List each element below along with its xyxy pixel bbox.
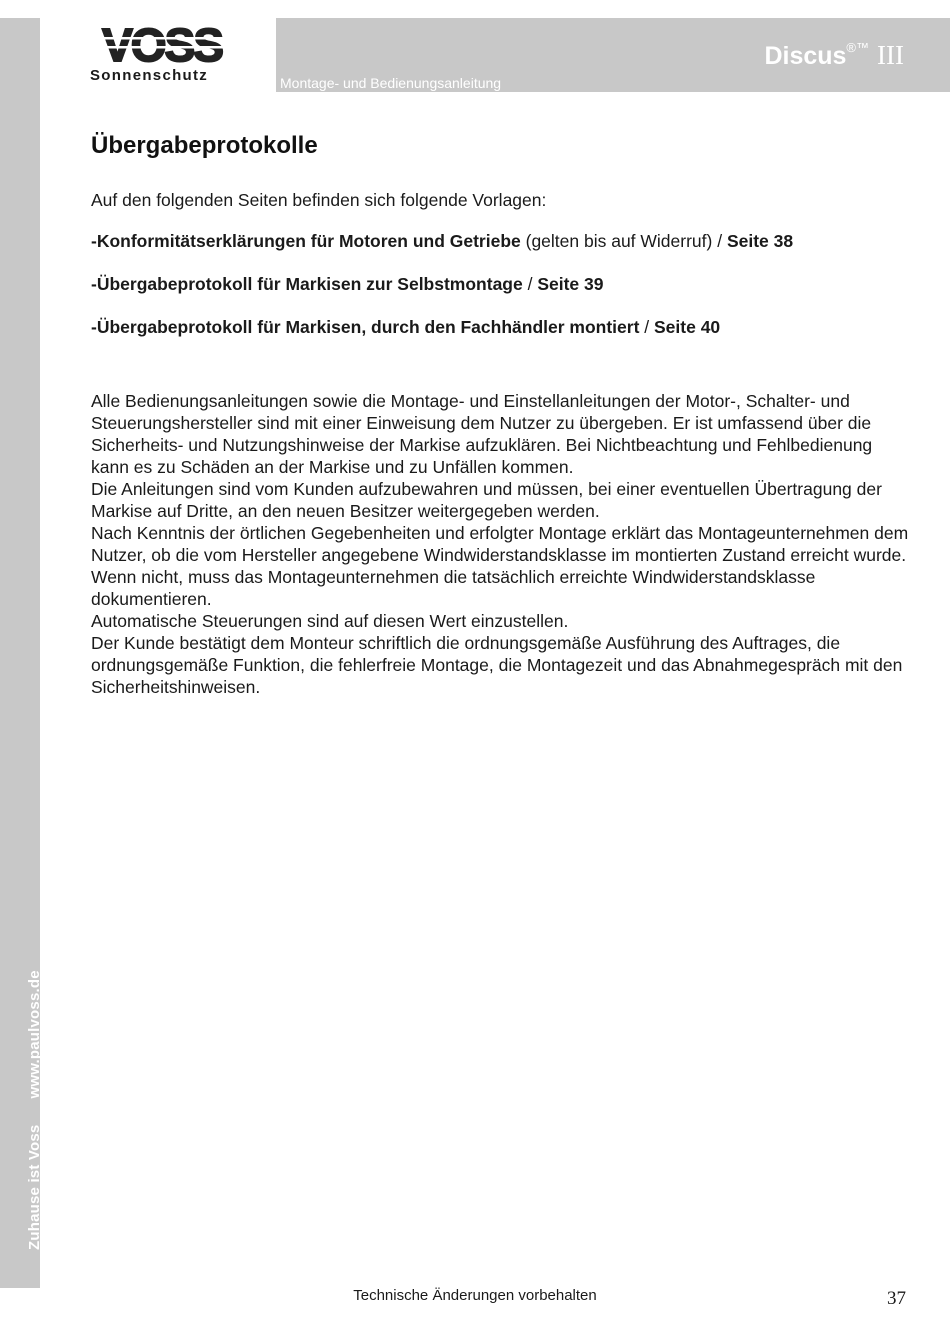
template-item	[91, 317, 911, 338]
body-paragraph: Die Anleitungen sind vom Kunden aufzubewahren und müssen, bei einer eventuellen Übertragung der Markise auf Dritte, an den neuen Besitzer weitergegeben werden.	[91, 479, 882, 521]
product-marks: ®™	[846, 40, 870, 55]
voss-logo-mark	[62, 26, 262, 66]
body-paragraph: Nach Kenntnis der örtlichen Gegebenheiten und erfolgter Montage erklärt das Montageunternehmen dem Nutzer, ob die vom Hersteller angegebene Windwiderstandsklasse im montierten Zustand erreicht wurde. Wenn nicht, muss das Montageunternehmen die tatsächlich erreichte Windwiderstandsklasse dokumentieren.	[91, 523, 909, 609]
body-paragraph: Automatische Steuerungen sind auf diesen Wert einzustellen.	[91, 611, 569, 631]
sidebar-url: www.paulvoss.de	[26, 970, 43, 1099]
item-note: /	[639, 317, 654, 337]
intro-text: Auf den folgenden Seiten befinden sich folgende Vorlagen:	[91, 190, 547, 210]
product-number: III	[877, 40, 904, 70]
item-page: Seite 40	[654, 317, 721, 337]
voss-logo	[62, 26, 262, 88]
brand-subtitle: Sonnenschutz	[90, 67, 209, 84]
body-paragraph: Der Kunde bestätigt dem Monteur schriftlich die ordnungsgemäße Ausführung des Auftrages, die ordnungsgemäße Funktion, die fehlerfreie Montage, die Montagezeit und das Abnahmegespräch mit den Sicherheitshinweisen.	[91, 633, 903, 697]
item-note: (gelten bis auf Widerruf) /	[520, 231, 727, 251]
footer-note: Technische Änderungen vorbehalten	[353, 1287, 597, 1304]
template-item	[91, 231, 911, 252]
item-page: Seite 39	[537, 274, 604, 294]
body-paragraph: Alle Bedienungsanleitungen sowie die Montage- und Einstellanleitungen der Motor-, Schalter- und Steuerungshersteller sind mit einer Einweisung dem Nutzer zu übergeben. Er ist umfassend über die Sicherheits- und Nutzungshinweise der Markise aufzuklären. Bei Nichtbeachtung und Fehlbedienung kann es zu Schäden an der Markise und zu Unfällen kommen.	[91, 391, 873, 477]
item-title: -Übergabeprotokoll für Markisen zur Selbstmontage	[91, 274, 523, 294]
main-content	[91, 132, 911, 698]
item-title: -Übergabeprotokoll für Markisen, durch den Fachhändler montiert	[91, 317, 640, 337]
item-page: Seite 38	[726, 231, 794, 251]
product-name	[764, 40, 904, 71]
page-number: 37	[887, 1288, 906, 1309]
item-title: -Konformitätserklärungen für Motoren und Getriebe	[91, 231, 521, 251]
page-title: Übergabeprotokolle	[91, 132, 318, 159]
sidebar-slogan-text	[26, 970, 43, 1250]
body-text	[91, 390, 911, 698]
header-bar	[276, 18, 950, 92]
sidebar-slogan: Zuhause ist Voss	[26, 1124, 43, 1250]
product-title: Discus	[764, 42, 847, 70]
item-note: /	[522, 274, 538, 294]
manual-subtitle: Montage- und Bedienungsanleitung	[280, 75, 502, 91]
template-item	[91, 274, 911, 295]
